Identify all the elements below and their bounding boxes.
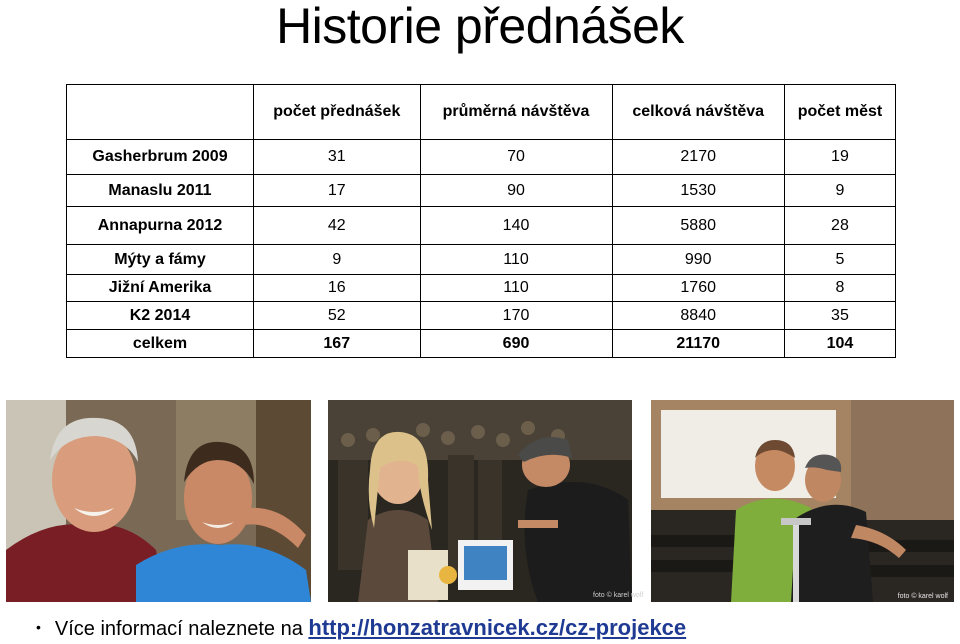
table-row (67, 302, 896, 330)
table-cell: 17 (254, 175, 421, 207)
header-cell (67, 85, 254, 140)
row-label: K2 2014 (67, 302, 254, 330)
table-cell: 31 (254, 140, 421, 175)
table-cell: 70 (420, 140, 612, 175)
table-cell: 104 (784, 330, 895, 358)
table-row (67, 140, 896, 175)
photo-climbers-ice-axe (651, 400, 954, 602)
table-cell: 9 (254, 245, 421, 275)
bullet-icon: • (36, 619, 41, 635)
table-cell: 990 (612, 245, 784, 275)
photo-climbers-portrait (6, 400, 311, 602)
projection-link[interactable]: http://honzatravnicek.cz/cz-projekce (308, 615, 687, 640)
table-cell: 2170 (612, 140, 784, 175)
table-cell: 90 (420, 175, 612, 207)
table-cell: 140 (420, 207, 612, 245)
table-cell: 19 (784, 140, 895, 175)
row-label: celkem (67, 330, 254, 358)
table-row (67, 245, 896, 275)
row-label: Jižní Amerika (67, 275, 254, 302)
table-cell: 16 (254, 275, 421, 302)
row-label: Manaslu 2011 (67, 175, 254, 207)
photo-lecture-audience (328, 400, 632, 602)
header-cell: počet přednášek (254, 85, 421, 140)
table-cell: 690 (420, 330, 612, 358)
table-cell: 8 (784, 275, 895, 302)
photo-credit: foto © karel wolf (593, 592, 644, 599)
page-title: Historie přednášek (276, 0, 684, 54)
table-row (67, 175, 896, 207)
header-cell: počet měst (784, 85, 895, 140)
table-cell: 52 (254, 302, 421, 330)
table-cell: 5 (784, 245, 895, 275)
photo-credit: foto © karel wolf (897, 593, 948, 600)
table-cell: 8840 (612, 302, 784, 330)
table-cell: 170 (420, 302, 612, 330)
header-cell: průměrná návštěva (420, 85, 612, 140)
table-cell: 1530 (612, 175, 784, 207)
row-label: Gasherbrum 2009 (67, 140, 254, 175)
header-cell: celková návštěva (612, 85, 784, 140)
table-cell: 28 (784, 207, 895, 245)
table-cell: 5880 (612, 207, 784, 245)
table-cell: 35 (784, 302, 895, 330)
table-cell: 1760 (612, 275, 784, 302)
table-row (67, 275, 896, 302)
row-label: Annapurna 2012 (67, 207, 254, 245)
lectures-table (66, 84, 896, 358)
table-header-row (67, 85, 896, 140)
table-total-row (67, 330, 896, 358)
footer-text: Více informací naleznete na (54, 618, 303, 640)
footer-line (36, 612, 686, 644)
table-cell: 42 (254, 207, 421, 245)
table-cell: 167 (254, 330, 421, 358)
table-cell: 21170 (612, 330, 784, 358)
table-row (67, 207, 896, 245)
table-cell: 9 (784, 175, 895, 207)
row-label: Mýty a fámy (67, 245, 254, 275)
table-cell: 110 (420, 275, 612, 302)
table-cell: 110 (420, 245, 612, 275)
